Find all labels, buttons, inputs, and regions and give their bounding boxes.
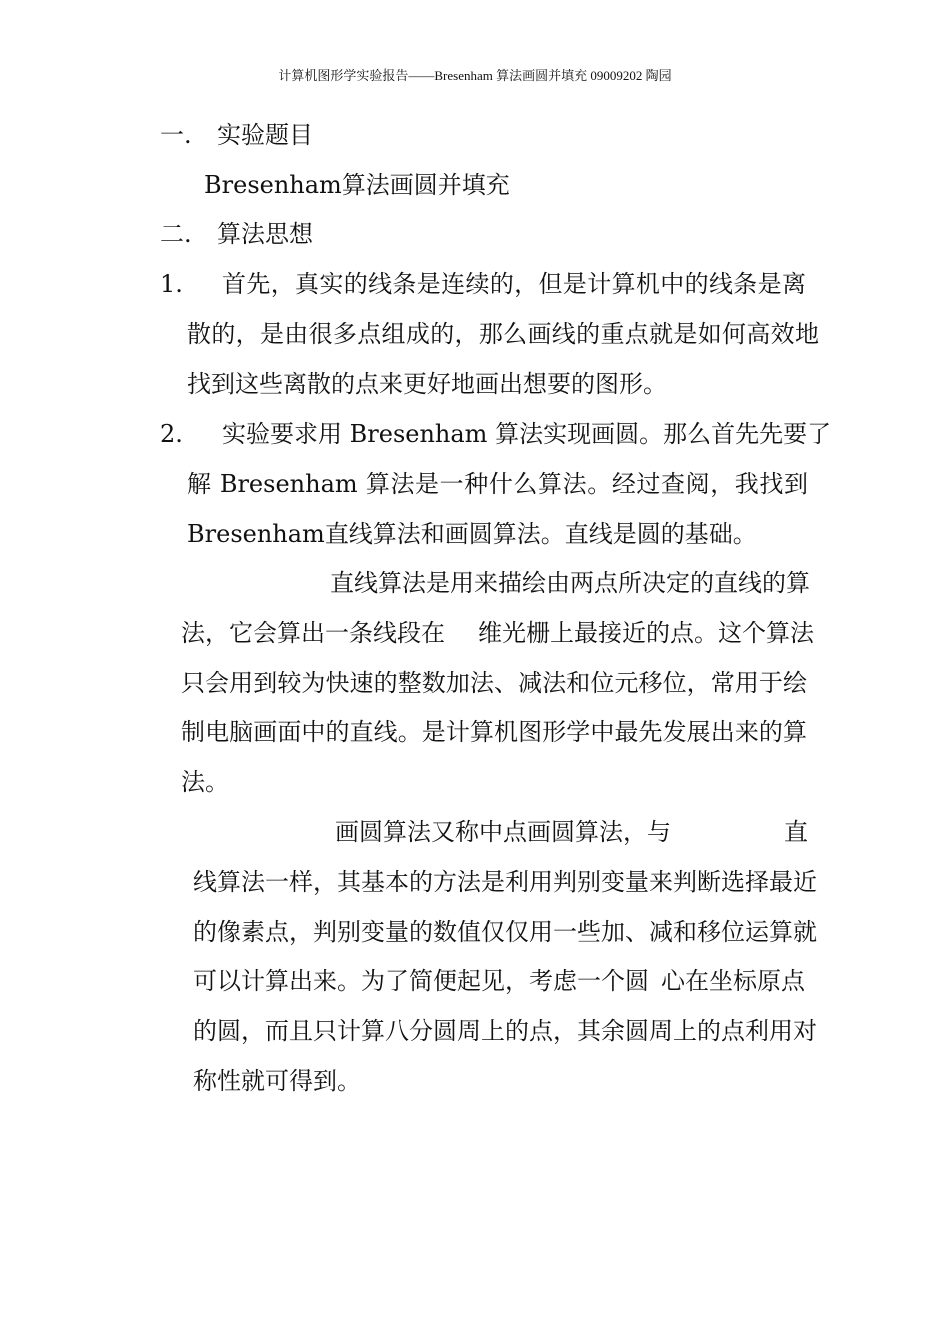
para-circle-4b: 心在坐标原点 xyxy=(661,967,805,995)
item2-line-3: Bresenham直线算法和画圆算法。直线是圆的基础。 xyxy=(187,520,757,548)
para-line-1: 直线算法是用来描绘由两点所决定的直线的算 xyxy=(330,569,810,597)
para-line-2a: 法，它会算出一条线段在 xyxy=(181,619,445,647)
section2-marker: 二. xyxy=(160,220,192,248)
para-circle-6: 称性就可得到。 xyxy=(193,1067,361,1095)
section2-title: 算法思想 xyxy=(217,220,313,248)
section1-marker: 一. xyxy=(160,121,192,149)
para-circle-4a: 可以计算出来。为了简便起见，考虑一个圆 xyxy=(193,967,649,995)
section1-title: 实验题目 xyxy=(217,121,313,149)
para-circle-3: 的像素点，判别变量的数值仅仅用一些加、减和移位运算就 xyxy=(193,918,817,946)
item2-line-1: 实验要求用 Bresenham 算法实现画圆。那么首先先要了 xyxy=(222,420,832,448)
para-line-4: 制电脑画面中的直线。是计算机图形学中最先发展出来的算 xyxy=(181,718,807,746)
item1-line-2: 散的，是由很多点组成的，那么画线的重点就是如何高效地 xyxy=(187,320,819,348)
item1-line-1: 首先，真实的线条是连续的，但是计算机中的线条是离 xyxy=(222,270,806,298)
item2-marker: 2. xyxy=(160,420,183,448)
para-circle-1b: 直 xyxy=(784,818,808,846)
para-line-5: 法。 xyxy=(181,768,229,796)
para-circle-1a: 画圆算法又称中点画圆算法，与 xyxy=(335,818,671,846)
item2-line-2: 解 Bresenham 算法是一种什么算法。经过查阅，我找到 xyxy=(187,470,808,498)
para-circle-5: 的圆，而且只计算八分圆周上的点，其余圆周上的点利用对 xyxy=(193,1017,817,1045)
section1-content: Bresenham算法画圆并填充 xyxy=(204,171,510,199)
para-line-2b: 维光栅上最接近的点。这个算法 xyxy=(478,619,814,647)
item1-marker: 1. xyxy=(160,270,183,298)
para-line-3: 只会用到较为快速的整数加法、减法和位元移位，常用于绘 xyxy=(181,669,807,697)
para-circle-2: 线算法一样，其基本的方法是利用判别变量来判断选择最近 xyxy=(193,868,817,896)
page-header: 计算机图形学实验报告——Bresenham 算法画圆并填充 09009202 陶园 xyxy=(278,68,672,83)
item1-line-3: 找到这些离散的点来更好地画出想要的图形。 xyxy=(187,370,667,398)
